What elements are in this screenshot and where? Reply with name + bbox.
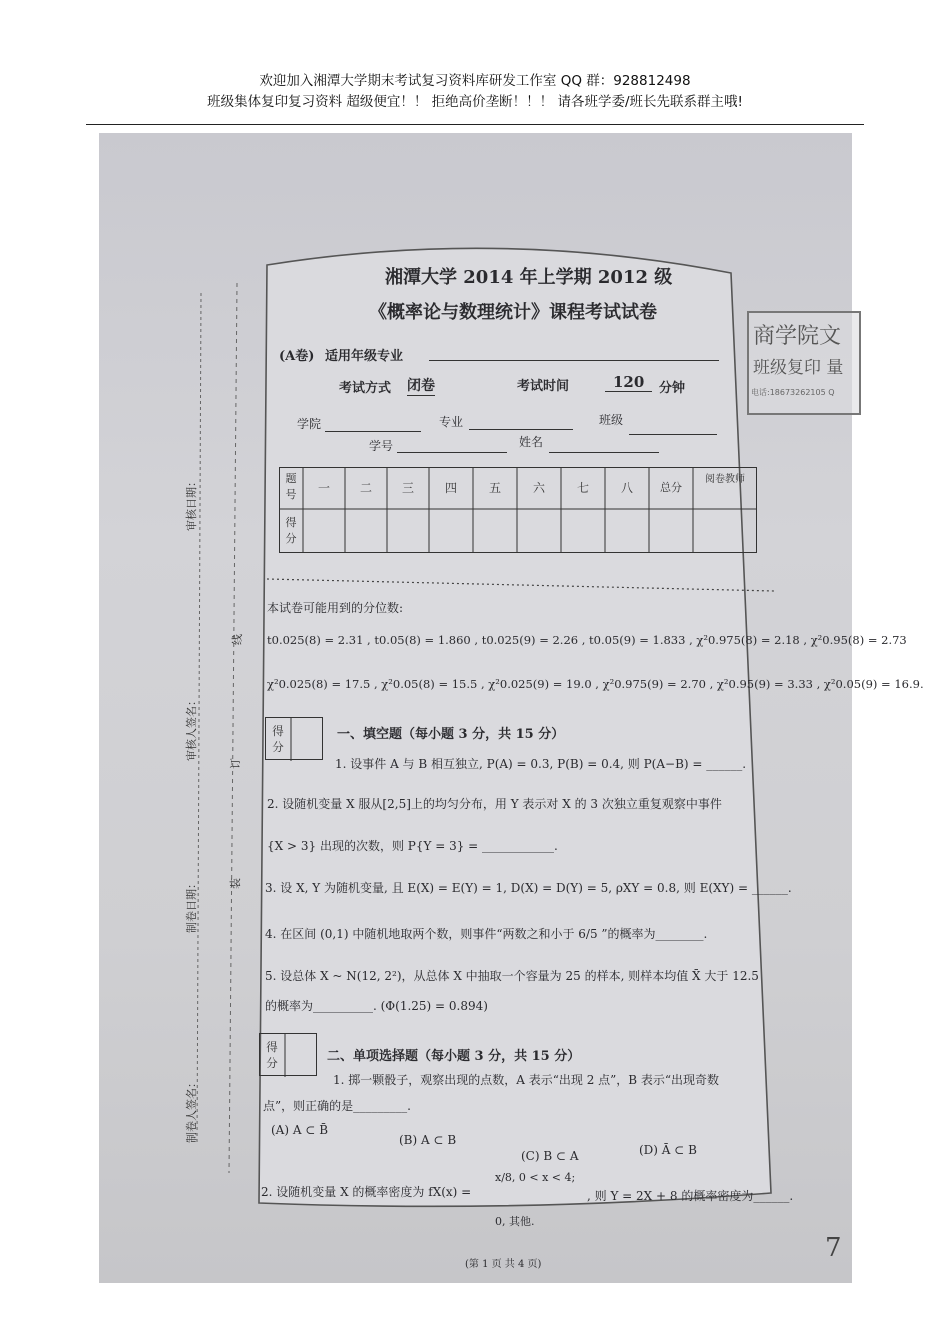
student-no-label: 学号 — [369, 439, 394, 453]
score-row-label: 得分 — [285, 516, 297, 545]
section1-q2a: 2. 设随机变量 X 服从[2,5]上的均匀分布，用 Y 表示对 X 的 3 次独立重复观察中事件 — [267, 797, 722, 811]
specialty-underline — [469, 428, 573, 430]
stamp-line2: 班级复印 量 — [753, 358, 844, 378]
major-underline — [429, 359, 719, 361]
quantiles-row1: t0.025(8) = 2.31 , t0.05(8) = 1.860 , t0.025(9) = 2.26 , t0.05(9) = 1.833 , χ²0.975(8) = 2.18 , χ²0.95(8) = 2.73 — [267, 633, 907, 647]
section2-q2a: 2. 设随机变量 X 的概率密度为 fX(x) = — [261, 1185, 472, 1199]
th-7: 七 — [576, 481, 589, 495]
section2-q1b: 点”，则正确的是_________. — [263, 1099, 411, 1113]
section1-q5b: 的概率为__________. (Φ(1.25) = 0.894) — [265, 999, 488, 1013]
th-2: 二 — [359, 481, 372, 495]
name-label: 姓名 — [519, 435, 544, 449]
line-mark: 线 — [231, 634, 244, 645]
section1-q1: 1. 设事件 A 与 B 相互独立, P(A) = 0.3, P(B) = 0.4, 则 P(A−B) = ______. — [335, 757, 747, 771]
exam-title-line1: 湘潭大学 2014 年上学期 2012 级 — [385, 267, 673, 288]
maker-sign-label: 制卷人签名： — [185, 1077, 198, 1143]
major-label: 适用年级专业 — [325, 349, 404, 364]
class-label: 班级 — [599, 413, 624, 427]
time-value: 120 — [605, 373, 652, 392]
mode-label: 考试方式 — [339, 381, 392, 396]
page-footer: (第 1 页 共 4 页) — [465, 1259, 542, 1270]
section1-q2b: {X > 3} 出现的次数，则 P{Y = 3} = ____________. — [267, 839, 558, 853]
make-date-label: 制卷日期： — [185, 878, 198, 933]
shop-stamp — [747, 311, 861, 415]
mode-value: 闭卷 — [407, 375, 435, 396]
quantiles-intro: 本试卷可能用到的分位数: — [267, 601, 404, 615]
section2-q2b: , 则 Y = 2X + 8 的概率密度为______. — [587, 1189, 794, 1203]
section2-q2-case1: x/8, 0 < x < 4; — [495, 1171, 576, 1184]
option-a: (A) A ⊂ B̄ — [271, 1123, 329, 1137]
review-date-label: 审核日期： — [185, 476, 198, 531]
bind-mark: 装 — [229, 878, 242, 889]
name-underline — [549, 451, 659, 453]
th-4: 四 — [444, 481, 457, 495]
class-underline — [629, 433, 717, 435]
section1-q3: 3. 设 X, Y 为随机变量, 且 E(X) = E(Y) = 1, D(X) = D(Y) = 5, ρXY = 0.8, 则 E(XY) = ______. — [265, 881, 792, 895]
section1-q4: 4. 在区间 (0,1) 中随机地取两个数，则事件“两数之和小于 6/5 ”的概率为________. — [265, 927, 708, 941]
staple-mark: 订 — [229, 758, 242, 769]
header-line-2: 班级集体复印复习资料 超级便宜！！ 拒绝高价垄断！！！ 请各班学委/班长先联系群主哦! — [207, 94, 743, 110]
section1-title: 一、填空题（每小题 3 分，共 15 分） — [337, 727, 565, 742]
section1-q5a: 5. 设总体 X ~ N(12, 2²)，从总体 X 中抽取一个容量为 25 的样本, 则样本均值 X̄ 大于 12.5 — [265, 969, 759, 983]
time-label: 考试时间 — [517, 379, 570, 394]
th-6: 六 — [532, 481, 545, 495]
option-d: (D) Ā ⊂ B — [639, 1143, 697, 1157]
specialty-label: 专业 — [439, 415, 464, 429]
section2-q1a: 1. 掷一颗骰子，观察出现的点数，A 表示“出现 2 点”，B 表示“出现奇数 — [333, 1073, 720, 1087]
th-3: 三 — [401, 481, 414, 495]
exam-title-line2: 《概率论与数理统计》课程考试试卷 — [369, 302, 657, 323]
quantiles-row2: χ²0.025(8) = 17.5 , χ²0.05(8) = 15.5 , χ²0.025(9) = 19.0 , χ²0.975(9) = 2.70 , χ²0.95(9) = 3.33 , χ²0.05(9) = 16.9. — [267, 677, 924, 691]
corner-handwritten-mark: 7 — [825, 1233, 842, 1263]
th-total: 总分 — [660, 481, 682, 494]
section2-score-label: 得分 — [266, 1040, 278, 1070]
th-1: 一 — [317, 481, 330, 495]
student-no-underline — [397, 451, 507, 453]
option-c: (C) B ⊂ A — [521, 1149, 579, 1163]
header-divider — [86, 124, 864, 125]
binding-line-inner — [229, 283, 237, 1173]
exam-photo — [99, 133, 924, 1283]
stamp-line3: 电话:18673262105 Q — [751, 388, 835, 397]
reviewer-sign-label: 审核人签名： — [185, 695, 198, 761]
option-b: (B) A ⊂ B — [399, 1133, 457, 1147]
paper-type: (A卷) — [279, 349, 315, 364]
exam-paper — [99, 133, 924, 1283]
section2-title: 二、单项选择题（每小题 3 分，共 15 分） — [327, 1049, 581, 1064]
th-question-no: 题号 — [285, 472, 297, 501]
header-line-1: 欢迎加入湘潭大学期末考试复习资料库研发工作室 QQ 群：928812498 — [259, 73, 691, 89]
th-5: 五 — [488, 481, 501, 495]
section2-q2-case2: 0, 其他. — [495, 1215, 535, 1228]
stamp-line1: 商学院文 — [753, 324, 842, 349]
section1-score-label: 得分 — [272, 724, 284, 754]
college-underline — [325, 430, 421, 432]
college-label: 学院 — [297, 417, 322, 431]
th-8: 八 — [620, 481, 633, 495]
th-grader: 阅卷教师 — [705, 474, 745, 485]
score-table — [279, 467, 757, 553]
time-unit: 分钟 — [659, 381, 686, 396]
